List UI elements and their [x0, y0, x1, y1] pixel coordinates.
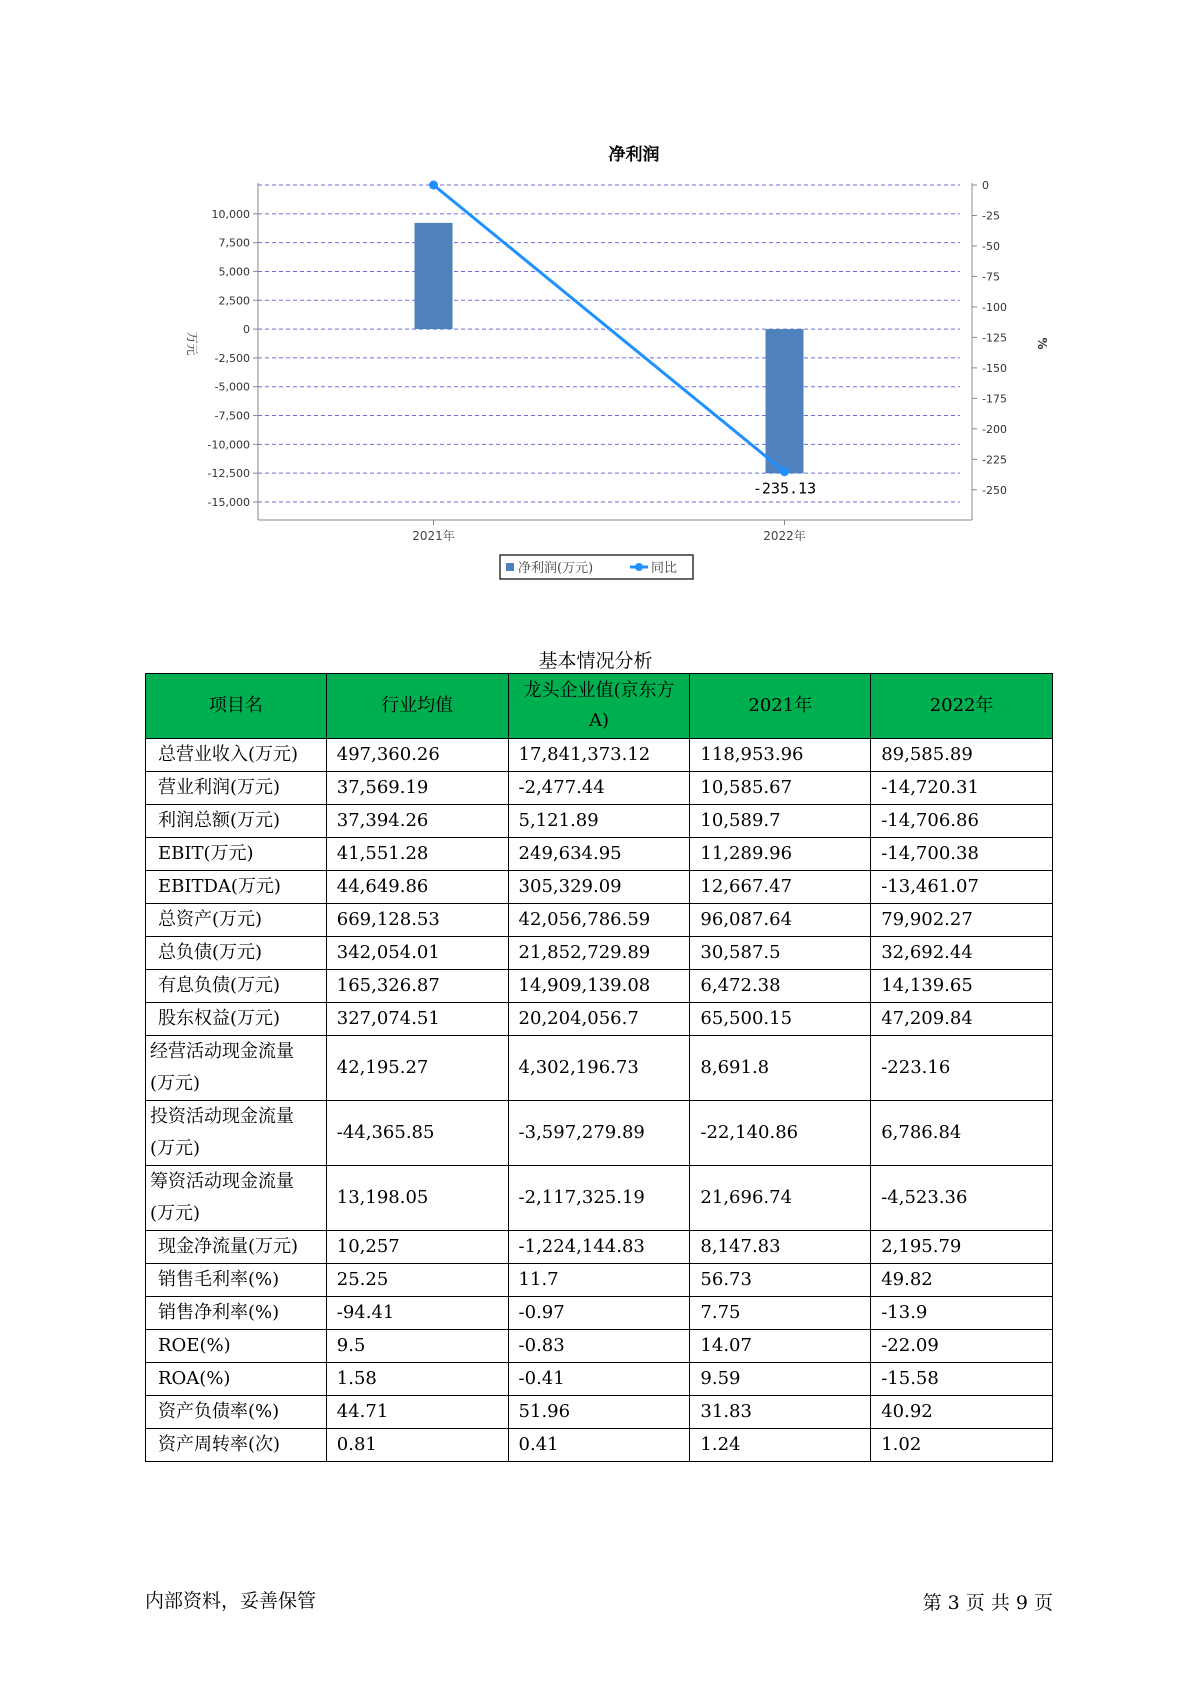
row-value: 9.59	[690, 1363, 871, 1396]
table-row	[146, 1429, 1053, 1462]
row-label: 资产负债率(%)	[146, 1396, 327, 1429]
row-label: 现金净流量(万元)	[146, 1231, 327, 1264]
chart-svg	[170, 135, 1049, 595]
row-value: 51.96	[508, 1396, 690, 1429]
left-tick-label: -15,000	[207, 496, 250, 509]
row-value: 1.02	[871, 1429, 1053, 1462]
row-label: 总营业收入(万元)	[146, 739, 327, 772]
row-value: 41,551.28	[326, 838, 508, 871]
right-tick-label: -50	[982, 239, 1000, 253]
right-tick-label: -175	[982, 392, 1007, 406]
y-left-label: 万元	[185, 331, 199, 356]
left-tick-label: -5,000	[214, 380, 250, 394]
right-tick-label: -150	[982, 361, 1007, 375]
row-label: 有息负债(万元)	[146, 970, 327, 1003]
basic-analysis-table	[145, 673, 1053, 1462]
row-value: -0.97	[508, 1297, 690, 1330]
line-point	[780, 467, 789, 476]
row-label: EBITDA(万元)	[146, 871, 327, 904]
row-value: 25.25	[326, 1264, 508, 1297]
row-value: 8,691.8	[690, 1036, 871, 1101]
row-label: 筹资活动现金流量(万元)	[146, 1166, 327, 1231]
row-value: 2,195.79	[871, 1231, 1053, 1264]
chart-title: 净利润	[608, 145, 660, 165]
row-value: 327,074.51	[326, 1003, 508, 1036]
y-right-label: %	[1035, 337, 1049, 350]
line-point	[429, 181, 438, 190]
table-row	[146, 1264, 1053, 1297]
row-value: -15.58	[871, 1363, 1053, 1396]
row-value: 10,589.7	[690, 805, 871, 838]
row-label: 利润总额(万元)	[146, 805, 327, 838]
left-tick-label: 2,500	[218, 294, 250, 308]
table-row	[146, 805, 1053, 838]
table-row	[146, 904, 1053, 937]
row-value: -0.83	[508, 1330, 690, 1363]
table-row	[146, 1101, 1053, 1166]
row-value: 79,902.27	[871, 904, 1053, 937]
header-leader-value: 龙头企业值(京东方A)	[508, 674, 690, 739]
row-value: 8,147.83	[690, 1231, 871, 1264]
row-value: 12,667.47	[690, 871, 871, 904]
row-value: 49.82	[871, 1264, 1053, 1297]
row-value: -94.41	[326, 1297, 508, 1330]
row-value: 13,198.05	[326, 1166, 508, 1231]
row-label: ROA(%)	[146, 1363, 327, 1396]
row-value: 37,569.19	[326, 772, 508, 805]
table-row	[146, 1036, 1053, 1101]
row-value: 42,195.27	[326, 1036, 508, 1101]
row-value: 118,953.96	[690, 739, 871, 772]
row-value: 96,087.64	[690, 904, 871, 937]
bar-net-profit	[766, 329, 804, 473]
row-value: -14,720.31	[871, 772, 1053, 805]
table-row	[146, 838, 1053, 871]
left-tick-label: -10,000	[207, 438, 250, 452]
net-profit-chart	[170, 135, 1049, 595]
legend-label-bar: 净利润(万元)	[518, 561, 594, 576]
row-value: -2,117,325.19	[508, 1166, 690, 1231]
row-value: -13.9	[871, 1297, 1053, 1330]
left-tick-label: 0	[243, 323, 250, 337]
right-tick-label: 0	[982, 179, 989, 192]
row-value: 40.92	[871, 1396, 1053, 1429]
row-value: -223.16	[871, 1036, 1053, 1101]
right-tick-label: -200	[982, 422, 1007, 436]
row-label: 资产周转率(次)	[146, 1429, 327, 1462]
table-row	[146, 1231, 1053, 1264]
row-value: 1.24	[690, 1429, 871, 1462]
row-value: 32,692.44	[871, 937, 1053, 970]
row-value: 249,634.95	[508, 838, 690, 871]
row-value: 10,585.67	[690, 772, 871, 805]
row-value: 37,394.26	[326, 805, 508, 838]
left-tick-label: 7,500	[218, 236, 250, 250]
row-label: 投资活动现金流量(万元)	[146, 1101, 327, 1166]
bar-net-profit	[415, 223, 453, 329]
footer-page-number: 第 3 页 共 9 页	[922, 1592, 1053, 1614]
row-value: 9.5	[326, 1330, 508, 1363]
row-value: -22,140.86	[690, 1101, 871, 1166]
right-tick-label: -125	[982, 331, 1007, 345]
x-tick-label: 2021年	[412, 529, 455, 543]
row-value: -14,700.38	[871, 838, 1053, 871]
row-value: 20,204,056.7	[508, 1003, 690, 1036]
row-value: 14,139.65	[871, 970, 1053, 1003]
right-tick-label: -25	[982, 209, 1000, 223]
data-label: -235.13	[752, 479, 817, 498]
header-2021: 2021年	[690, 674, 871, 739]
header-item-name: 项目名	[146, 674, 327, 739]
table-title: 基本情况分析	[538, 650, 653, 672]
row-value: 10,257	[326, 1231, 508, 1264]
row-label: EBIT(万元)	[146, 838, 327, 871]
row-value: 11,289.96	[690, 838, 871, 871]
row-value: 305,329.09	[508, 871, 690, 904]
row-value: -0.41	[508, 1363, 690, 1396]
left-tick-label: 10,000	[211, 207, 250, 221]
row-value: 342,054.01	[326, 937, 508, 970]
row-value: 14.07	[690, 1330, 871, 1363]
row-value: 17,841,373.12	[508, 739, 690, 772]
row-label: 总负债(万元)	[146, 937, 327, 970]
x-tick-label: 2022年	[763, 529, 806, 543]
row-label: 总资产(万元)	[146, 904, 327, 937]
row-value: 14,909,139.08	[508, 970, 690, 1003]
table-row	[146, 1396, 1053, 1429]
row-value: 89,585.89	[871, 739, 1053, 772]
row-label: 经营活动现金流量(万元)	[146, 1036, 327, 1101]
row-value: 47,209.84	[871, 1003, 1053, 1036]
row-value: -4,523.36	[871, 1166, 1053, 1231]
row-label: ROE(%)	[146, 1330, 327, 1363]
footer-confidential: 内部资料，妥善保管	[145, 1590, 317, 1612]
line-yoy	[434, 185, 785, 472]
row-value: 6,472.38	[690, 970, 871, 1003]
right-tick-label: -100	[982, 300, 1007, 314]
row-value: 44,649.86	[326, 871, 508, 904]
right-tick-label: -250	[982, 483, 1007, 497]
table-row	[146, 1166, 1053, 1231]
right-tick-label: -225	[982, 453, 1007, 467]
right-tick-label: -75	[982, 270, 1000, 284]
row-label: 营业利润(万元)	[146, 772, 327, 805]
row-value: -14,706.86	[871, 805, 1053, 838]
table-row	[146, 1330, 1053, 1363]
header-2022: 2022年	[871, 674, 1053, 739]
left-tick-label: -12,500	[207, 467, 250, 481]
row-value: 21,696.74	[690, 1166, 871, 1231]
row-value: -13,461.07	[871, 871, 1053, 904]
row-value: 30,587.5	[690, 937, 871, 970]
row-value: 21,852,729.89	[508, 937, 690, 970]
table-row	[146, 1003, 1053, 1036]
row-value: 669,128.53	[326, 904, 508, 937]
table-row	[146, 871, 1053, 904]
table-header-row	[146, 674, 1053, 739]
row-value: 6,786.84	[871, 1101, 1053, 1166]
left-tick-label: -2,500	[214, 351, 250, 365]
row-value: 0.81	[326, 1429, 508, 1462]
row-value: 31.83	[690, 1396, 871, 1429]
row-value: 44.71	[326, 1396, 508, 1429]
row-value: -3,597,279.89	[508, 1101, 690, 1166]
header-industry-avg: 行业均值	[326, 674, 508, 739]
row-value: 165,326.87	[326, 970, 508, 1003]
legend-label-line: 同比	[651, 561, 678, 576]
row-value: 497,360.26	[326, 739, 508, 772]
table-row	[146, 772, 1053, 805]
table-body	[146, 739, 1053, 1462]
row-value: 5,121.89	[508, 805, 690, 838]
row-value: -22.09	[871, 1330, 1053, 1363]
row-label: 股东权益(万元)	[146, 1003, 327, 1036]
table-row	[146, 970, 1053, 1003]
row-value: 42,056,786.59	[508, 904, 690, 937]
row-value: 1.58	[326, 1363, 508, 1396]
legend-swatch-bar	[506, 563, 514, 571]
row-value: -44,365.85	[326, 1101, 508, 1166]
table-row	[146, 1363, 1053, 1396]
table-row	[146, 937, 1053, 970]
left-tick-label: 5,000	[218, 265, 250, 279]
row-value: -2,477.44	[508, 772, 690, 805]
row-label: 销售净利率(%)	[146, 1297, 327, 1330]
left-tick-label: -7,500	[214, 409, 250, 423]
row-value: 11.7	[508, 1264, 690, 1297]
table-row	[146, 1297, 1053, 1330]
row-label: 销售毛利率(%)	[146, 1264, 327, 1297]
row-value: -1,224,144.83	[508, 1231, 690, 1264]
row-value: 0.41	[508, 1429, 690, 1462]
row-value: 7.75	[690, 1297, 871, 1330]
legend-swatch-point	[635, 563, 643, 571]
row-value: 4,302,196.73	[508, 1036, 690, 1101]
row-value: 65,500.15	[690, 1003, 871, 1036]
row-value: 56.73	[690, 1264, 871, 1297]
table-row	[146, 739, 1053, 772]
